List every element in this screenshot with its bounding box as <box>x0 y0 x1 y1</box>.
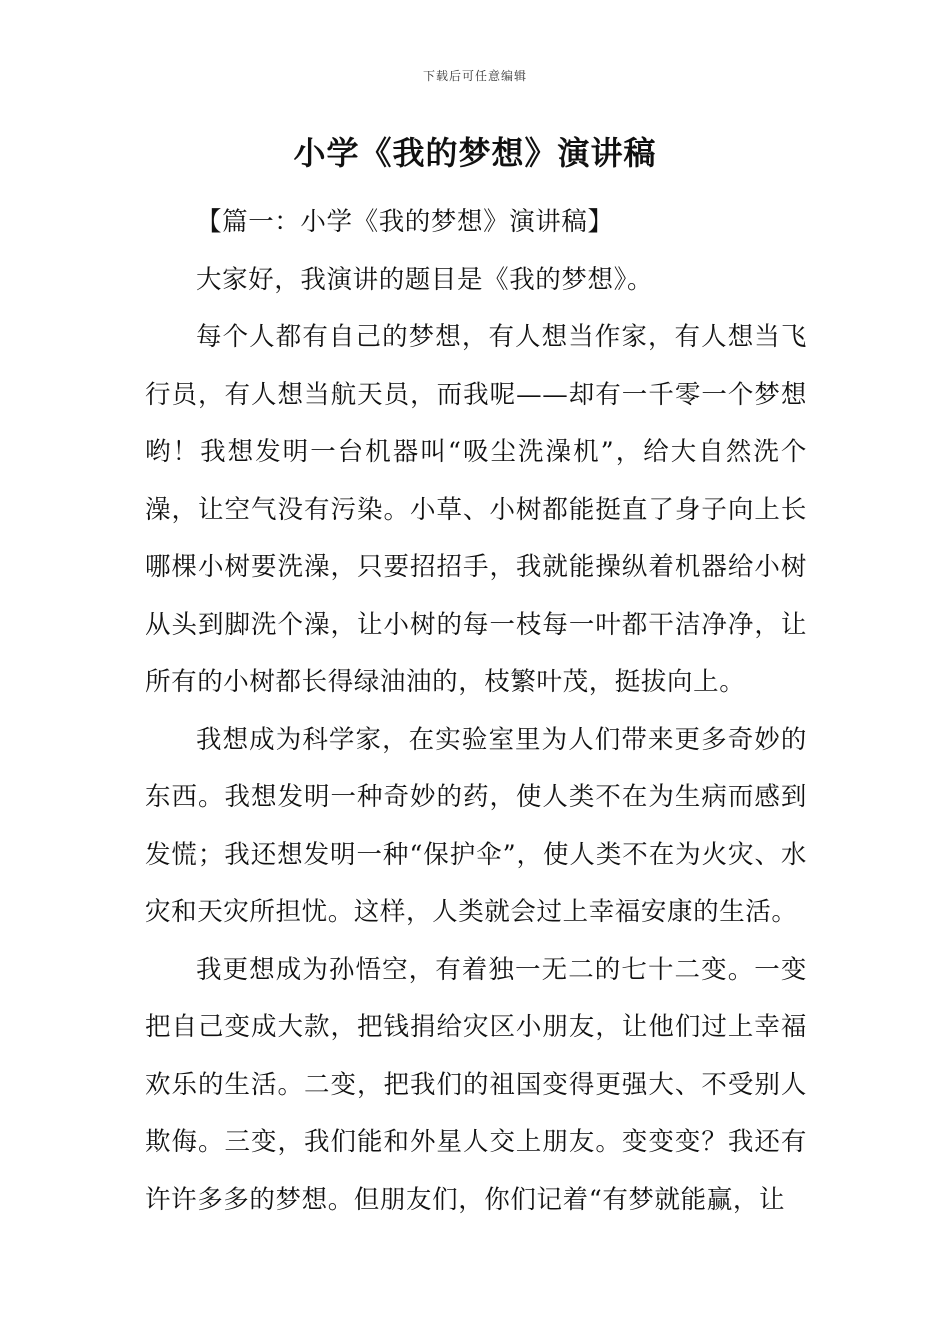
paragraph-scientist: 我想成为科学家，在实验室里为人们带来更多奇妙的东西。我想发明一种奇妙的药，使人类不在为生病而感到发慌；我还想发明一种“保护伞”，使人类不在为火灾、水灾和天灾所担忧。这样，人类就会过上幸福安康的生活。 <box>145 724 807 927</box>
document-body <box>145 194 807 1229</box>
paragraph-greeting: 大家好，我演讲的题目是《我的梦想》。 <box>196 264 654 295</box>
header-note: 下载后可任意编辑 <box>422 69 527 83</box>
paragraph-sun-wukong: 我更想成为孙悟空，有着独一无二的七十二变。一变把自己变成大款，把钱捐给灾区小朋友，让他们过上幸福欢乐的生活。二变，把我们的祖国变得更强大、不受别人欺侮。三变，我们能和外星人交上朋友。变变变？我还有许许多多的梦想。但朋友们，你们记着“有梦就能赢，让 <box>145 954 807 1215</box>
document-title: 小学《我的梦想》演讲稿 <box>293 134 657 172</box>
paragraph-dreams: 每个人都有自己的梦想，有人想当作家，有人想当飞行员，有人想当航天员，而我呢——却有一千零一个梦想哟！我想发明一台机器叫“吸尘洗澡机”，给大自然洗个澡，让空气没有污染。小草、小树都能挺直了身子向上长哪棵小树要洗澡，只要招招手，我就能操纵着机器给小树从头到脚洗个澡，让小树的每一枝每一叶都干洁净净，让所有的小树都长得绿油油的，枝繁叶茂，挺拔向上。 <box>145 322 807 697</box>
section-heading: 【篇一：小学《我的梦想》演讲稿】 <box>196 207 614 237</box>
